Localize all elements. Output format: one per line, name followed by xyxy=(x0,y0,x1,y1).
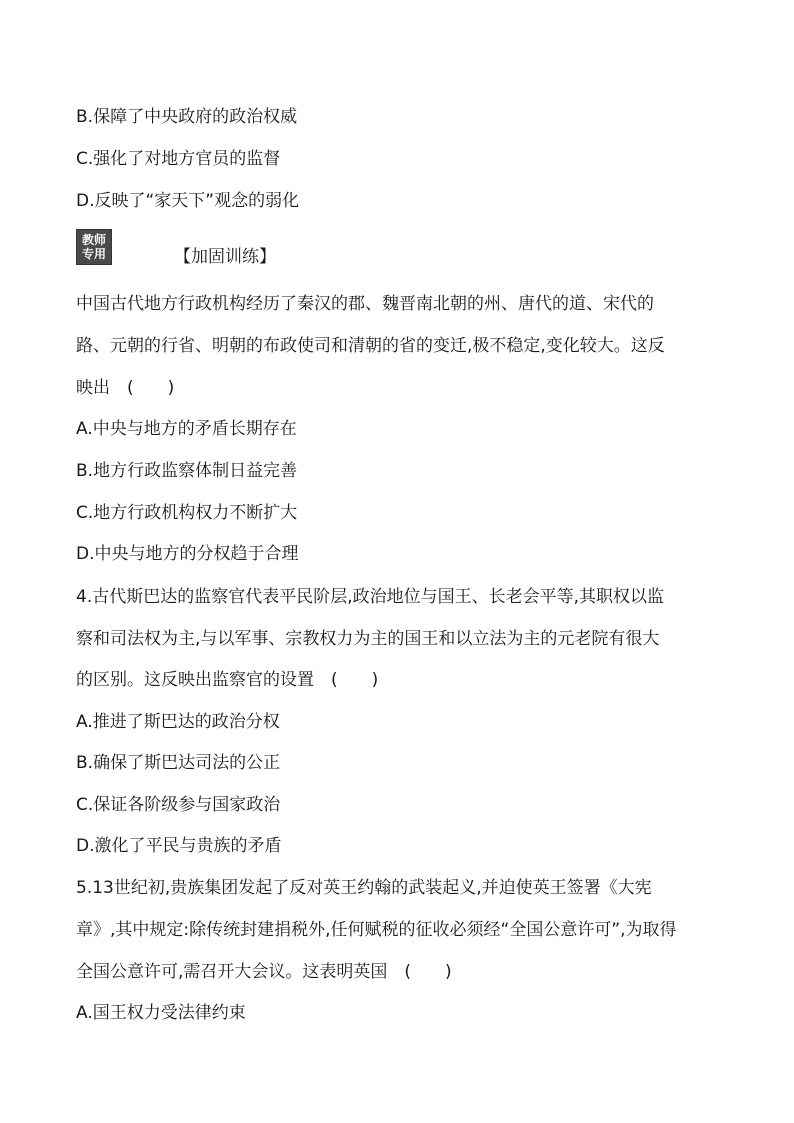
question-stem-line: 5.13世纪初,贵族集团发起了反对英王约翰的武装起义,并迫使英王签署《大宪 xyxy=(76,878,652,898)
question-stem-line: 全国公意许可,需召开大会议。这表明英国 ( ) xyxy=(76,962,452,982)
option-d-line: D.反映了“家天下”观念的弱化 xyxy=(76,191,300,211)
badge-line-1: 教师 xyxy=(81,233,106,247)
question-stem-line: 中国古代地方行政机构经历了秦汉的郡、魏晋南北朝的州、唐代的道、宋代的 xyxy=(76,294,654,314)
option-b-line: B.确保了斯巴达司法的公正 xyxy=(76,753,281,773)
question-stem-line: 映出 ( ) xyxy=(76,378,175,398)
option-a-line: A.国王权力受法律约束 xyxy=(76,1003,246,1023)
option-d-line: D.中央与地方的分权趋于合理 xyxy=(76,544,299,564)
option-c-line: C.保证各阶级参与国家政治 xyxy=(76,795,281,815)
option-c-line: C.强化了对地方官员的监督 xyxy=(76,149,281,169)
badge-line-2: 专用 xyxy=(81,247,106,261)
section-title: 【加固训练】 xyxy=(174,247,276,267)
question-stem-line: 察和司法权为主,与以军事、宗教权力为主的国王和以立法为主的元老院有很大 xyxy=(76,629,660,649)
option-d-line: D.激化了平民与贵族的矛盾 xyxy=(76,836,282,856)
question-stem-line: 的区别。这反映出监察官的设置 ( ) xyxy=(76,670,379,690)
teacher-only-badge xyxy=(76,229,112,265)
option-a-line: A.推进了斯巴达的政治分权 xyxy=(76,712,280,732)
question-stem-line: 章》,其中规定:除传统封建捐税外,任何赋税的征收必须经“全国公意许可”,为取得 xyxy=(76,920,677,940)
question-stem-line: 4.古代斯巴达的监察官代表平民阶层,政治地位与国王、长老会平等,其职权以监 xyxy=(76,587,665,607)
option-b-line: B.地方行政监察体制日益完善 xyxy=(76,461,298,481)
option-a-line: A.中央与地方的矛盾长期存在 xyxy=(76,419,297,439)
option-c-line: C.地方行政机构权力不断扩大 xyxy=(76,503,298,523)
option-b-line: B.保障了中央政府的政治权威 xyxy=(76,107,298,127)
question-stem-line: 路、元朝的行省、明朝的布政使司和清朝的省的变迁,极不稳定,变化较大。这反 xyxy=(76,336,665,356)
